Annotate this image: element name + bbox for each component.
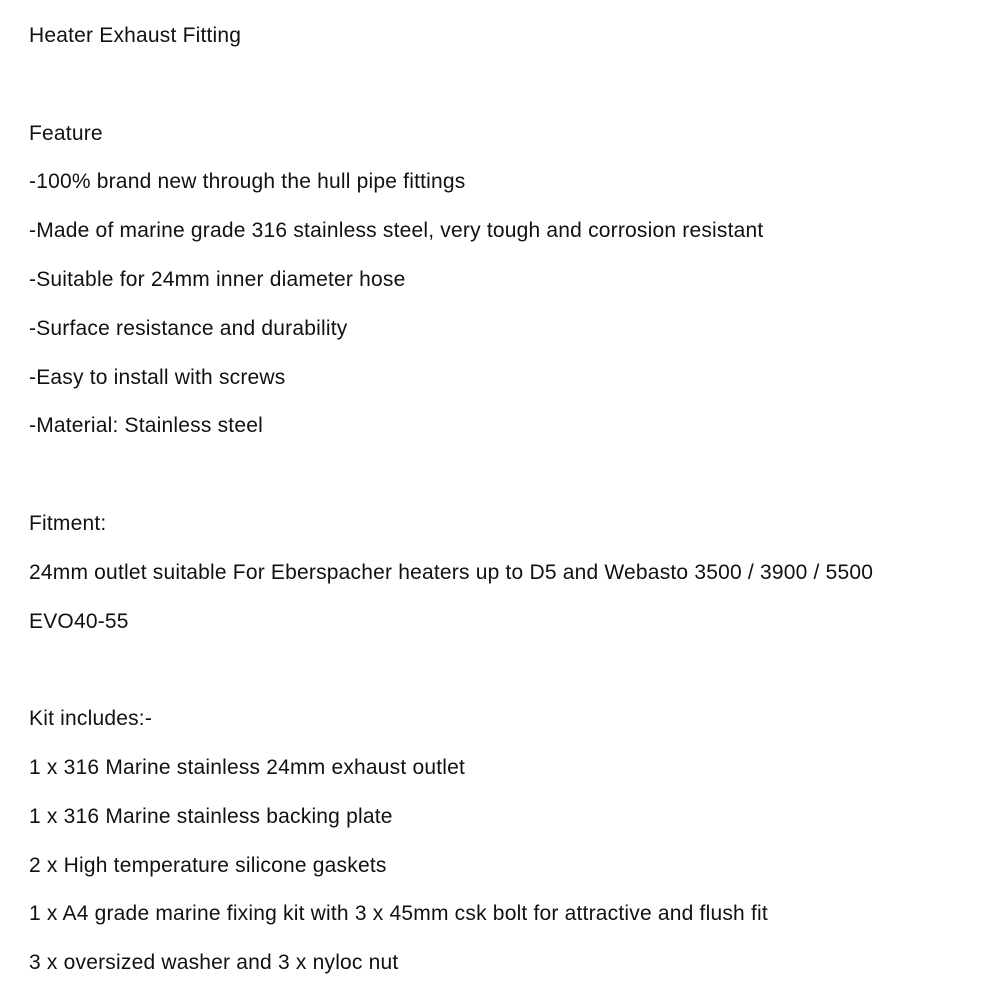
kit-item: 1 x A4 grade marine fixing kit with 3 x 45mm csk bolt for attractive and flush fit: [29, 902, 768, 926]
feature-item: -Easy to install with screws: [29, 365, 286, 389]
feature-item: -Surface resistance and durability: [29, 316, 348, 340]
kit-item: 2 x High temperature silicone gaskets: [29, 853, 387, 877]
feature-heading: Feature: [29, 121, 103, 145]
product-description: [29, 12, 990, 988]
spacer: [29, 646, 990, 695]
product-title: Heater Exhaust Fitting: [29, 24, 242, 47]
kit-heading: Kit includes:-: [29, 707, 153, 731]
feature-item: -Suitable for 24mm inner diameter hose: [29, 267, 406, 291]
spacer: [29, 61, 990, 110]
fitment-line: EVO40-55: [29, 609, 129, 633]
fitment-heading: Fitment:: [29, 511, 107, 535]
feature-item: -100% brand new through the hull pipe fittings: [29, 170, 466, 194]
kit-item: 1 x 316 Marine stainless backing plate: [29, 804, 393, 828]
kit-item: 1 x 316 Marine stainless 24mm exhaust outlet: [29, 755, 466, 779]
feature-item: -Material: Stainless steel: [29, 414, 263, 438]
kit-item: 3 x oversized washer and 3 x nyloc nut: [29, 951, 399, 975]
feature-item: -Made of marine grade 316 stainless steel, very tough and corrosion resistant: [29, 219, 764, 243]
fitment-line: 24mm outlet suitable For Eberspacher heaters up to D5 and Webasto 3500 / 3900 / 5500: [29, 560, 874, 584]
spacer: [29, 451, 990, 500]
